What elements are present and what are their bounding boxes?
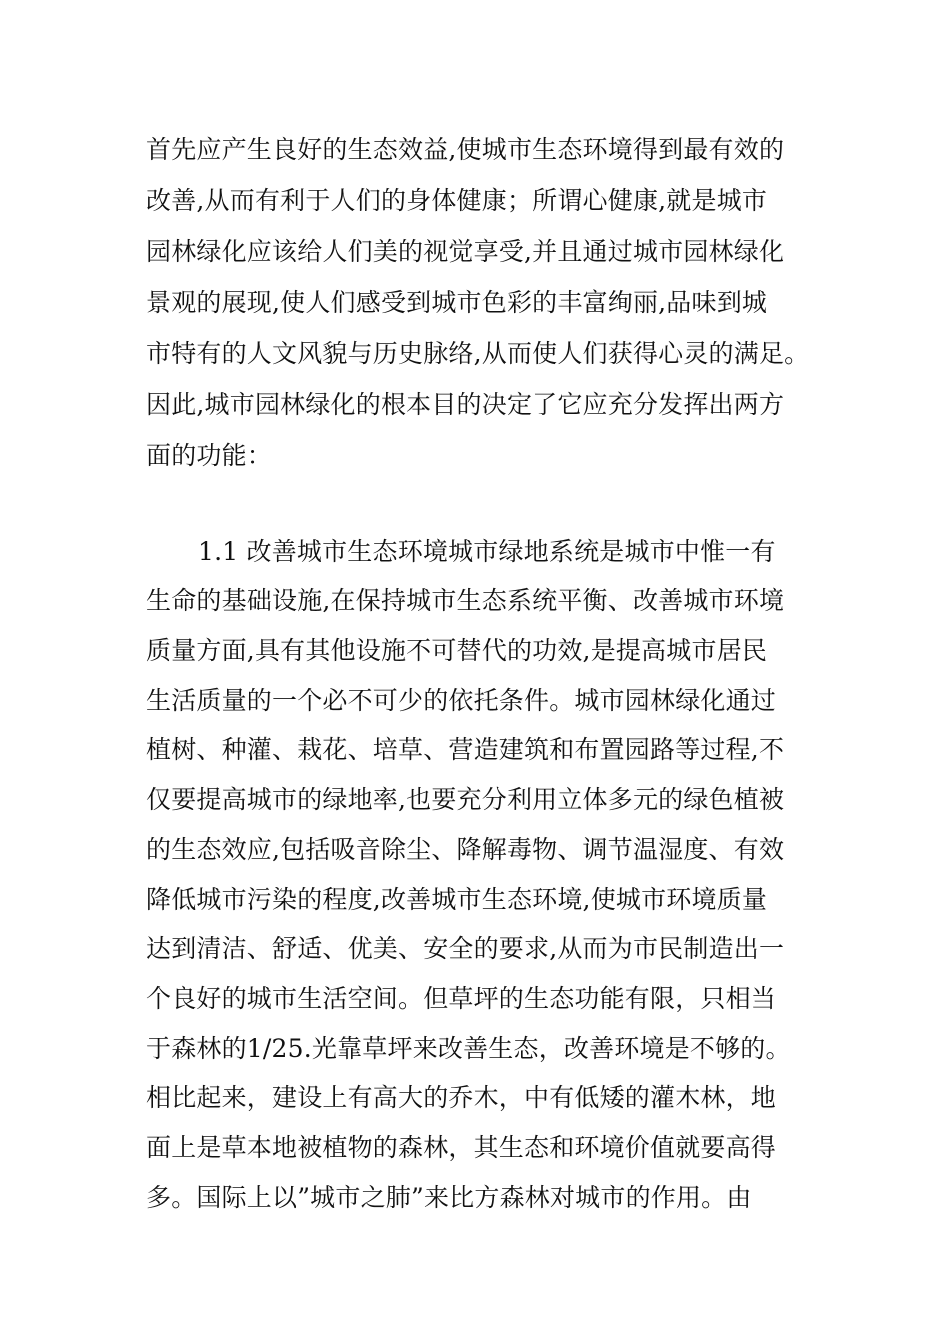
paragraph-1-line: 首先应产生良好的生态效益,使城市生态环境得到最有效的 bbox=[146, 135, 785, 164]
paragraph-1-line: 园林绿化应该给人们美的视觉享受,并且通过城市园林绿化 bbox=[146, 237, 785, 266]
paragraph-2-line: 面上是草本地被植物的森林，其生态和环境价值就要高得 bbox=[146, 1133, 777, 1162]
paragraph-2-line: 于森林的1/25.光靠草坪来改善生态，改善环境是不够的。 bbox=[146, 1034, 791, 1063]
paragraph-1-line: 因此,城市园林绿化的根本目的决定了它应充分发挥出两方 bbox=[146, 390, 785, 419]
paragraph-2-line: 达到清洁、舒适、优美、安全的要求,从而为市民制造出一 bbox=[146, 934, 785, 963]
paragraph-1-line: 改善,从而有利于人们的身体健康；所谓心健康,就是城市 bbox=[146, 186, 768, 215]
paragraph-2-line: 相比起来，建设上有高大的乔木，中有低矮的灌木林，地 bbox=[146, 1083, 777, 1112]
paragraph-2-line: 仅要提高城市的绿地率,也要充分利用立体多元的绿色植被 bbox=[146, 785, 785, 814]
paragraph-2-line: 降低城市污染的程度,改善城市生态环境,使城市环境质量 bbox=[146, 885, 768, 914]
paragraph-2-line: 生命的基础设施,在保持城市生态系统平衡、改善城市环境 bbox=[146, 586, 785, 615]
paragraph-2-line: 多。国际上以”城市之肺”来比方森林对城市的作用。由 bbox=[146, 1183, 752, 1212]
paragraph-2-line: 的生态效应,包括吸音除尘、降解毒物、调节温湿度、有效 bbox=[146, 835, 785, 864]
paragraph-2-first-line: 1.1 改善城市生态环境城市绿地系统是城市中惟一有 bbox=[198, 537, 776, 566]
paragraph-2-line: 个良好的城市生活空间。但草坪的生态功能有限，只相当 bbox=[146, 984, 777, 1013]
paragraph-2-line: 植树、种灌、栽花、培草、营造建筑和布置园路等过程,不 bbox=[146, 735, 785, 764]
paragraph-1-line: 市特有的人文风貌与历史脉络,从而使人们获得心灵的满足。 bbox=[146, 339, 810, 368]
paragraph-2-line: 质量方面,具有其他设施不可替代的功效,是提高城市居民 bbox=[146, 636, 768, 665]
paragraph-1-line: 面的功能： bbox=[146, 441, 273, 470]
paragraph-2-line: 生活质量的一个必不可少的依托条件。城市园林绿化通过 bbox=[146, 686, 777, 715]
paragraph-1-line: 景观的展现,使人们感受到城市色彩的丰富绚丽,品味到城 bbox=[146, 288, 768, 317]
